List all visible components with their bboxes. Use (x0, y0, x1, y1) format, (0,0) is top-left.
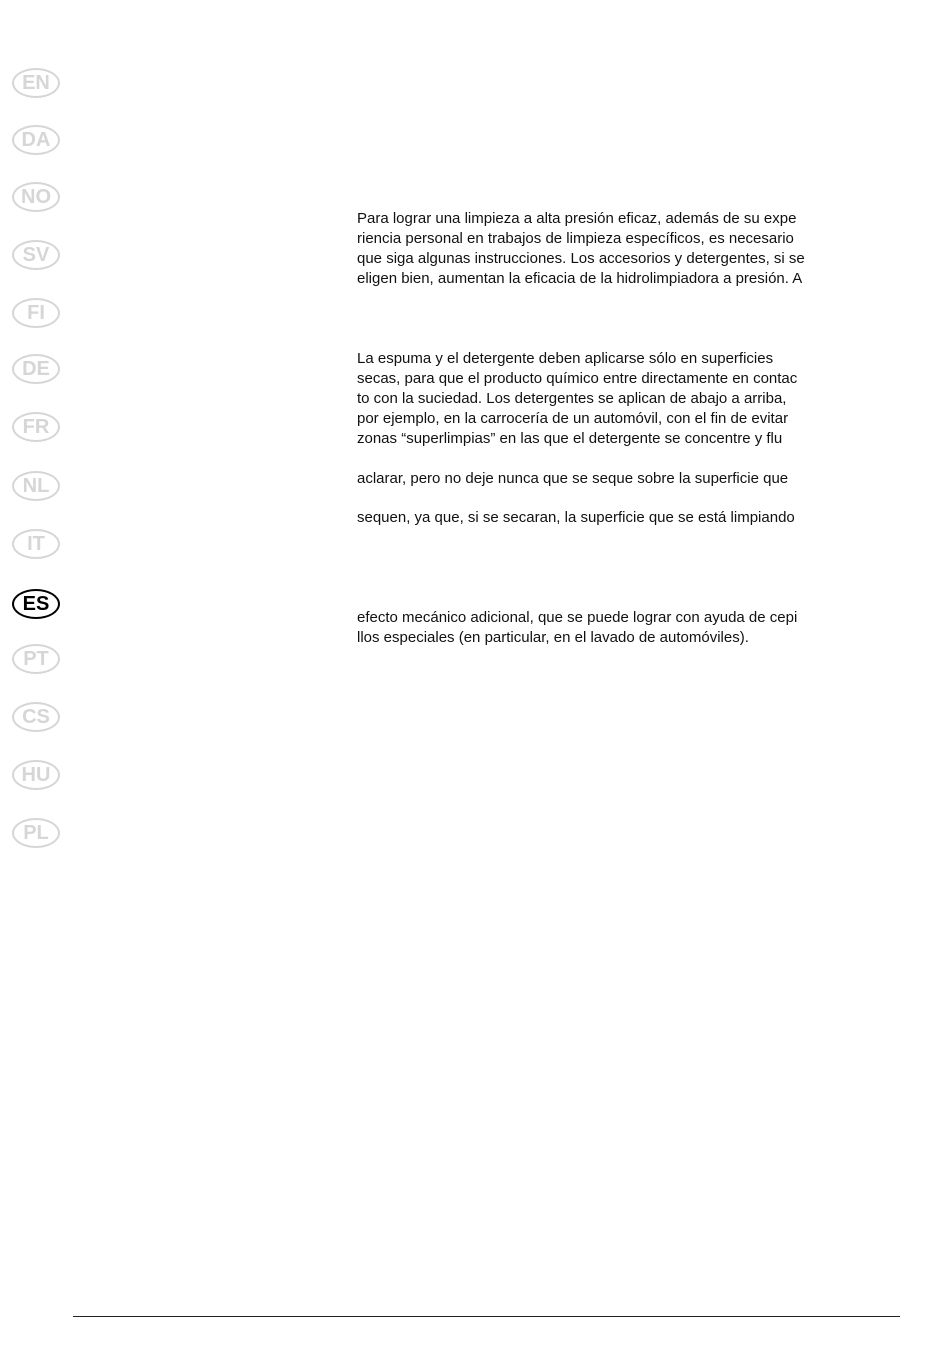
text-line: zonas “superlimpias” en las que el detergente se concentre y flu (357, 430, 783, 447)
language-tab-en[interactable] (12, 68, 60, 98)
language-tab-label: NL (22, 474, 50, 497)
language-tab-label: DE (22, 357, 50, 380)
language-tab-label: DA (21, 128, 51, 151)
language-tab-pt[interactable] (12, 644, 60, 674)
language-tab-label: HU (21, 763, 51, 786)
language-tab-label: FI (27, 301, 45, 324)
language-tab-it[interactable] (12, 529, 60, 559)
language-tab-cs[interactable] (12, 702, 60, 732)
text-line: por ejemplo, en la carrocería de un automóvil, con el fin de evitar (357, 410, 789, 427)
language-tab-label: PT (23, 647, 49, 670)
text-line: efecto mecánico adicional, que se puede lograr con ayuda de cepi (357, 609, 798, 626)
language-tab-da[interactable] (12, 125, 60, 155)
footer-divider (73, 1316, 900, 1317)
language-tab-hu[interactable] (12, 760, 60, 790)
language-tab-label: ES (22, 592, 50, 615)
language-tab-nl[interactable] (12, 471, 60, 501)
text-line: llos especiales (en particular, en el lavado de automóviles). (357, 629, 749, 646)
language-tab-pl[interactable] (12, 818, 60, 848)
language-tab-de[interactable] (12, 354, 60, 384)
text-line: to con la suciedad. Los detergentes se aplican de abajo a arriba, (357, 390, 787, 407)
language-tab-sv[interactable] (12, 240, 60, 270)
language-tab-label: PL (23, 821, 49, 844)
language-tab-label: IT (27, 532, 45, 555)
text-line: que siga algunas instrucciones. Los accesorios y detergentes, si se (357, 250, 805, 267)
language-tab-no[interactable] (12, 182, 60, 212)
text-line: sequen, ya que, si se secaran, la superficie que se está limpiando (357, 509, 795, 526)
language-tab-label: CS (22, 705, 50, 728)
text-line: Para lograr una limpieza a alta presión eficaz, además de su expe (357, 210, 797, 227)
text-line: aclarar, pero no deje nunca que se seque sobre la superficie que (357, 470, 789, 487)
text-line: eligen bien, aumentan la eficacia de la hidrolimpiadora a presión. A (357, 270, 803, 287)
language-tab-es[interactable] (12, 589, 60, 619)
language-tab-label: SV (22, 243, 50, 266)
language-tab-fi[interactable] (12, 298, 60, 328)
language-tab-label: FR (22, 415, 50, 438)
text-line: secas, para que el producto químico entre directamente en contac (357, 370, 798, 387)
text-line: La espuma y el detergente deben aplicarse sólo en superficies (357, 350, 774, 367)
text-line: riencia personal en trabajos de limpieza específicos, es necesario (357, 230, 794, 247)
language-tab-fr[interactable] (12, 412, 60, 442)
language-tab-label: EN (22, 71, 50, 94)
language-tab-label: NO (21, 185, 51, 208)
